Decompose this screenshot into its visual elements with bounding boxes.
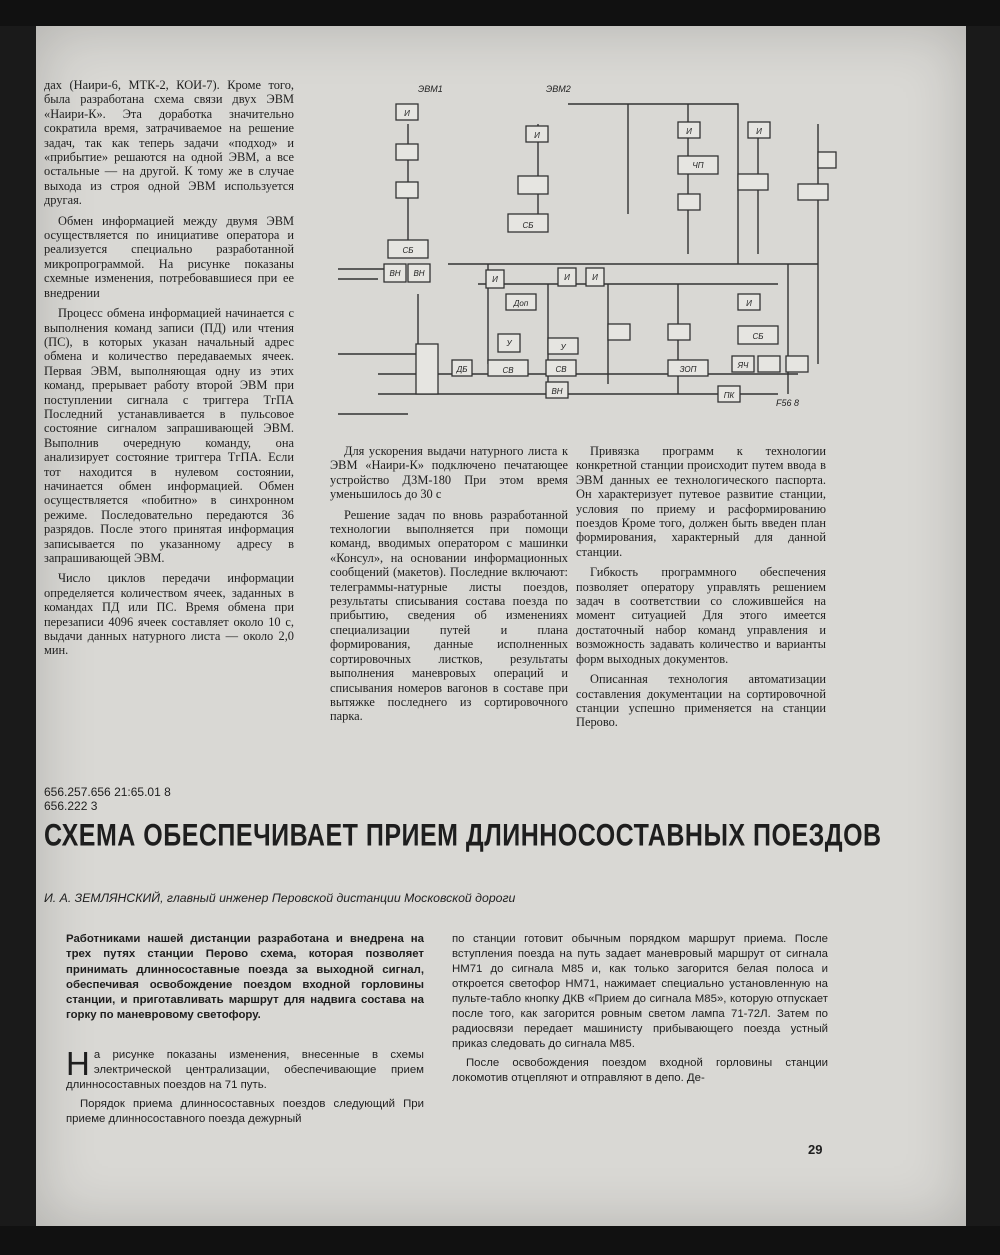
paragraph: Порядок приема длинносоставных поездов следующий При приеме длинносоставного поезда дежурный	[66, 1098, 424, 1125]
paragraph: по станции готовит обычным порядком маршрут приема. После вступления поезда на путь задает маневровый маршрут от сигнала НМ71 до сигнала М85 и, как только загорится белая полоса и откроется светофор НМ71, нажимает специально установленную на пульте-табло кнопку ДКВ «Прием до сигнала М85», которую отпускает после того, как загорится ровным светом лампа 71-72Л. Затем по радиосвязи передает машинисту прибывающего поезда устный приказ следовать до сигнала М85.	[452, 933, 828, 1050]
block-label: СБ	[522, 221, 534, 230]
block-label: СВ	[502, 366, 514, 375]
block-label: СБ	[752, 332, 764, 341]
block-label: ЗОП	[679, 365, 697, 374]
block-label: ВН	[413, 269, 425, 278]
drop-cap: Н	[66, 1045, 90, 1082]
block-label: И	[746, 299, 752, 308]
block-label: ПК	[723, 391, 735, 400]
circuit-diagram	[318, 64, 838, 444]
block-label: И	[534, 131, 540, 140]
block-label: СБ	[402, 246, 414, 255]
text-column-2	[330, 444, 568, 730]
paragraph: Число циклов передачи информации определяется количеством ячеек, заданных в командах ПД или ПС. Время обмена при перезаписи 4096 ячеек составляет около 10 с, выдачи данных натурного листа — около 2,0 мин.	[44, 571, 294, 658]
paragraph: После освобождения поездом входной горловины станции локомотив отцепляют и отправляют в депо. Де-	[452, 1057, 828, 1084]
block-label: И	[564, 273, 570, 282]
block-label: И	[592, 273, 598, 282]
block-label: ЧП	[692, 161, 704, 170]
paragraph: Гибкость программного обеспечения позволяет оператору управлять решением задач в соответствии со сложившейся на момент ситуацией Для этого имеется достаточный набор команд управления и возможность задавать количество и варианты форм выходных документов.	[576, 565, 826, 666]
block-label: ВН	[551, 387, 563, 396]
block-label: Доп	[513, 299, 529, 308]
article-author: И. А. ЗЕМЛЯНСКИЙ, главный инженер Перовской дистанции Московской дороги	[44, 891, 516, 905]
text-column-1	[44, 78, 294, 664]
udc-line: 656.257.656 21:65.01 8	[44, 785, 171, 799]
diagram-label-evm2: ЭВМ2	[546, 84, 571, 94]
paragraph: Привязка программ к технологии конкретной станции происходит путем ввода в ЭВМ данных ее технологического паспорта. Он характеризует путевое развитие станции, условия по приему и расформированию поездов Кроме того, должен быть введен план формирования, характерный для данной станции.	[576, 444, 826, 559]
block-label: И	[404, 109, 410, 118]
udc-line: 656.222 3	[44, 799, 98, 813]
diagram-ref-label: F56 8	[776, 398, 800, 408]
block-label: И	[492, 275, 498, 284]
article-headline: СХЕМА ОБЕСПЕЧИВАЕТ ПРИЕМ ДЛИННОСОСТАВНЫХ ПОЕЗДОВ	[44, 818, 882, 853]
article-lead: Работниками нашей дистанции разработана и внедрена на трех путях станции Перово схема, которая позволяет принимать длинносоставные поезда за выходной сигнал, обеспечивая освобождение поездом входной горловины станции, и приготавливать маршрут для надвига состава на горку по маневровому светофору.	[66, 933, 424, 1022]
diagram-label-evm1: ЭВМ1	[418, 84, 443, 94]
paragraph: Обмен информацией между двумя ЭВМ осуществляется по инициативе оператора и реализуется специально разработанной микропрограммой. На рисунке показаны схемные изменения, потребовавшиеся при ее внедрении	[44, 213, 294, 300]
paragraph: дах (Наири-6, МТК-2, КОИ-7). Кроме того, была разработана схема связи двух ЭВМ «Наири-К». Эта доработка значительно сократила время, затрачиваемое на решение задач, так как теперь задачи «подход» и «прибытие» решаются на одной ЭВМ, а все остальные — на другой. К тому же в случае выхода из строя одной ЭВМ используется другая.	[44, 78, 294, 208]
paragraph-text: а рисунке показаны изменения, внесенные в схемы электрической централизации, обеспечивающие прием длинносоставных поездов на 71 путь.	[66, 1049, 424, 1091]
paragraph: Описанная технология автоматизации составления документации на сортировочной станции успешно применяется на станции Перово.	[576, 672, 826, 730]
block-label: У	[560, 343, 566, 352]
article-column-1	[66, 1045, 424, 1131]
block-label: ВН	[389, 269, 401, 278]
paragraph	[66, 1045, 424, 1093]
block-label: СВ	[555, 365, 567, 374]
block-label: И	[686, 127, 692, 136]
udc-code	[44, 785, 171, 813]
block-label: ДБ	[456, 365, 468, 374]
paragraph: Решение задач по вновь разработанной технологии выполняется при помощи команд, вводимых оператором с машинки «Консул», на основании информационных сообщений (макетов). Последние включают: телеграммы-натурные листы поездов, результаты списывания состава поезда по прибытию, сведения об изменениях специализации путей и плана формирования, данные исполненных сортировочных листков, результаты выполнения маневровых операций и списывания номеров вагонов в составе при вытяжке последнего из сортировочного парка.	[330, 507, 568, 724]
page-number: 29	[808, 1142, 823, 1157]
block-label: И	[756, 127, 762, 136]
bottom-border	[0, 1226, 1000, 1255]
paragraph: Для ускорения выдачи натурного листа к ЭВМ «Наири-К» подключено печатающее устройство ДЗМ-180 При этом время уменьшилось до 30 с	[330, 444, 568, 502]
block-label: ЯЧ	[737, 361, 749, 370]
block-label: У	[506, 339, 512, 348]
article-column-2	[452, 932, 828, 1090]
top-border	[0, 0, 1000, 26]
text-column-3	[576, 444, 826, 736]
paragraph: Процесс обмена информацией начинается с выполнения команд записи (ПД) или чтения (ПС), в которых указан начальный адрес обмена и количество передаваемых ячеек. Первая ЭВМ, выполняющая одну из этих команд, прерывает работу второй ЭВМ при поступлении сигнала с триггера ТгПА Последний устанавливается в пульсовое состояние сигналом запрашивающей ЭВМ. Выполнив очередную команду, она анализирует состояние триггера ТгПА. Если тот находится в нулевом состоянии, начинается обмен информацией. Обмен осуществляется «побитно» в синхронном режиме. Последовательно передаются 36 разрядов. После этого принятая информация записывается по указанному адресу в запрашивающей ЭВМ.	[44, 306, 294, 565]
